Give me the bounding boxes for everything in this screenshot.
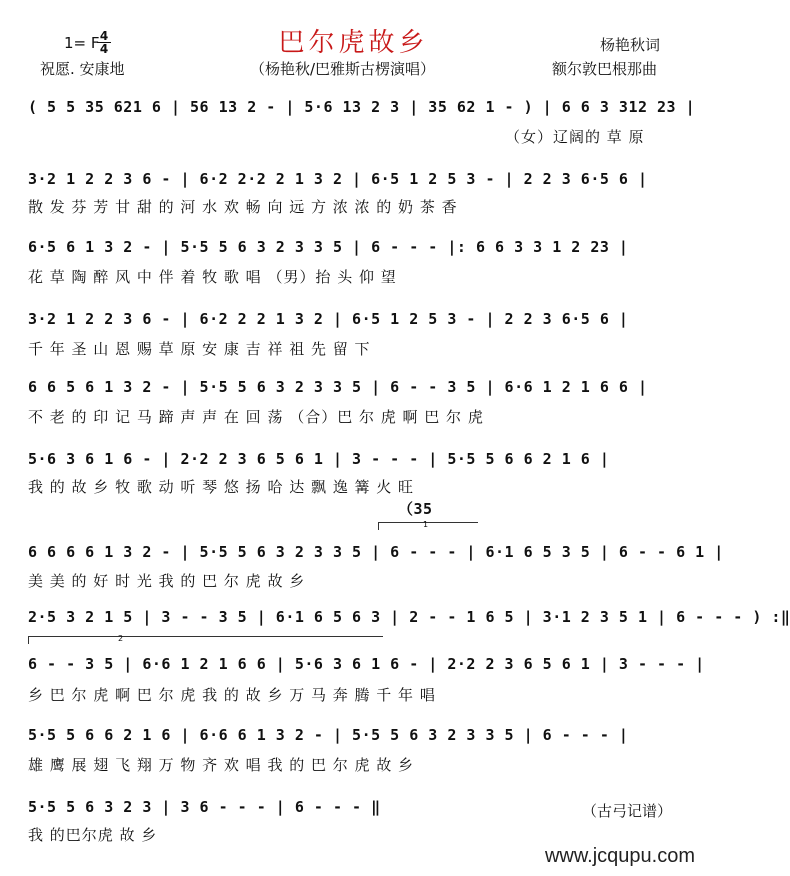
score-line-1: ( 5 5 35 621 6 | 56 13 2 - | 5·6 13 2 3 | 35 62 1 - ) | 6 6 3 312 23 | [28,98,696,116]
lyric-line-11: 我 的巴尔虎 故 乡 [28,826,158,844]
score-line-11: 5·5 5 6 3 2 3 | 3 6 - - - | 6 - - - ‖ [28,798,381,816]
lyric-line-1: （女）辽阔的 草 原 [505,128,645,146]
time-signature [97,30,111,55]
score-line-6: 5·6 3 6 1 6 - | 2·2 2 3 6 5 6 1 | 3 - - - | 5·5 5 6 6 2 1 6 | [28,450,610,468]
volta-second-ending: （35 [398,500,433,518]
score-line-7: 6 6 6 6 1 3 2 - | 5·5 5 6 3 2 3 3 5 | 6 - - - | 6·1 6 5 3 5 | 6 - - 6 1 | [28,543,724,561]
lyric-line-4: 千 年 圣 山 恩 赐 草 原 安 康 吉 祥 祖 先 留 下 [28,340,371,358]
score-line-8: 2·5 3 2 1 5 | 3 - - 3 5 | 6·1 6 5 6 3 | 2 - - 1 6 5 | 3·1 2 3 5 1 | 6 - - - ) :‖ [28,608,790,626]
score-line-5: 6 6 5 6 1 3 2 - | 5·5 5 6 3 2 3 3 5 | 6 - - 3 5 | 6·6 1 2 1 6 6 | [28,378,648,396]
volta-1-label: 1 [423,520,429,529]
score-line-10: 5·5 5 6 6 2 1 6 | 6·6 6 1 3 2 - | 5·5 5 6 3 2 3 3 5 | 6 - - - | [28,726,629,744]
score-line-3: 6·5 6 1 3 2 - | 5·5 5 6 3 2 3 3 5 | 6 - - - |: 6 6 3 3 1 2 23 | [28,238,629,256]
time-signature-top: 4 [99,29,109,43]
lyricist-credit: 杨艳秋词 [600,36,661,54]
lyric-line-6: 我 的 故 乡 牧 歌 动 听 琴 悠 扬 哈 达 飘 逸 篝 火 旺 [28,478,415,496]
site-watermark: www.jcqupu.com [544,845,695,867]
time-signature-bottom: 4 [99,42,109,56]
score-line-4: 3·2 1 2 2 3 6 - | 6·2 2 2 1 3 2 | 6·5 1 2 5 3 - | 2 2 3 6·5 6 | [28,310,629,328]
notation-credit: （古弓记谱） [582,802,673,820]
lyric-line-7: 美 美 的 好 时 光 我 的 巴 尔 虎 故 乡 [28,572,306,590]
lyric-line-5: 不 老 的 印 记 马 蹄 声 声 在 回 荡 （合）巴 尔 虎 啊 巴 尔 虎 [28,408,484,426]
subtitle-dedication: 祝愿. 安康地 [40,60,125,78]
lyric-line-10: 雄 鹰 展 翅 飞 翔 万 物 齐 欢 唱 我 的 巴 尔 虎 故 乡 [28,756,415,774]
lyric-line-9: 乡 巴 尔 虎 啊 巴 尔 虎 我 的 故 乡 万 马 奔 腾 千 年 唱 [28,686,436,704]
lyric-line-3: 花 草 陶 醉 风 中 伴 着 牧 歌 唱 （男）抬 头 仰 望 [28,268,397,286]
composer-credit: 额尔敦巴根那曲 [552,60,658,78]
score-line-2: 3·2 1 2 2 3 6 - | 6·2 2·2 2 1 3 2 | 6·5 1 2 5 3 - | 2 2 3 6·5 6 | [28,170,648,188]
song-title: 巴尔虎故乡 [278,28,429,58]
score-line-9: 6 - - 3 5 | 6·6 1 2 1 6 6 | 5·6 3 6 1 6 - | 2·2 2 3 6 5 6 1 | 3 - - - | [28,655,705,673]
key-signature: 1= F [64,34,100,52]
subtitle-performers: （杨艳秋/巴雅斯古楞演唱） [250,60,436,78]
volta-2-label: 2 [118,634,124,643]
lyric-line-2: 散 发 芬 芳 甘 甜 的 河 水 欢 畅 向 远 方 浓 浓 的 奶 茶 香 [28,198,458,216]
